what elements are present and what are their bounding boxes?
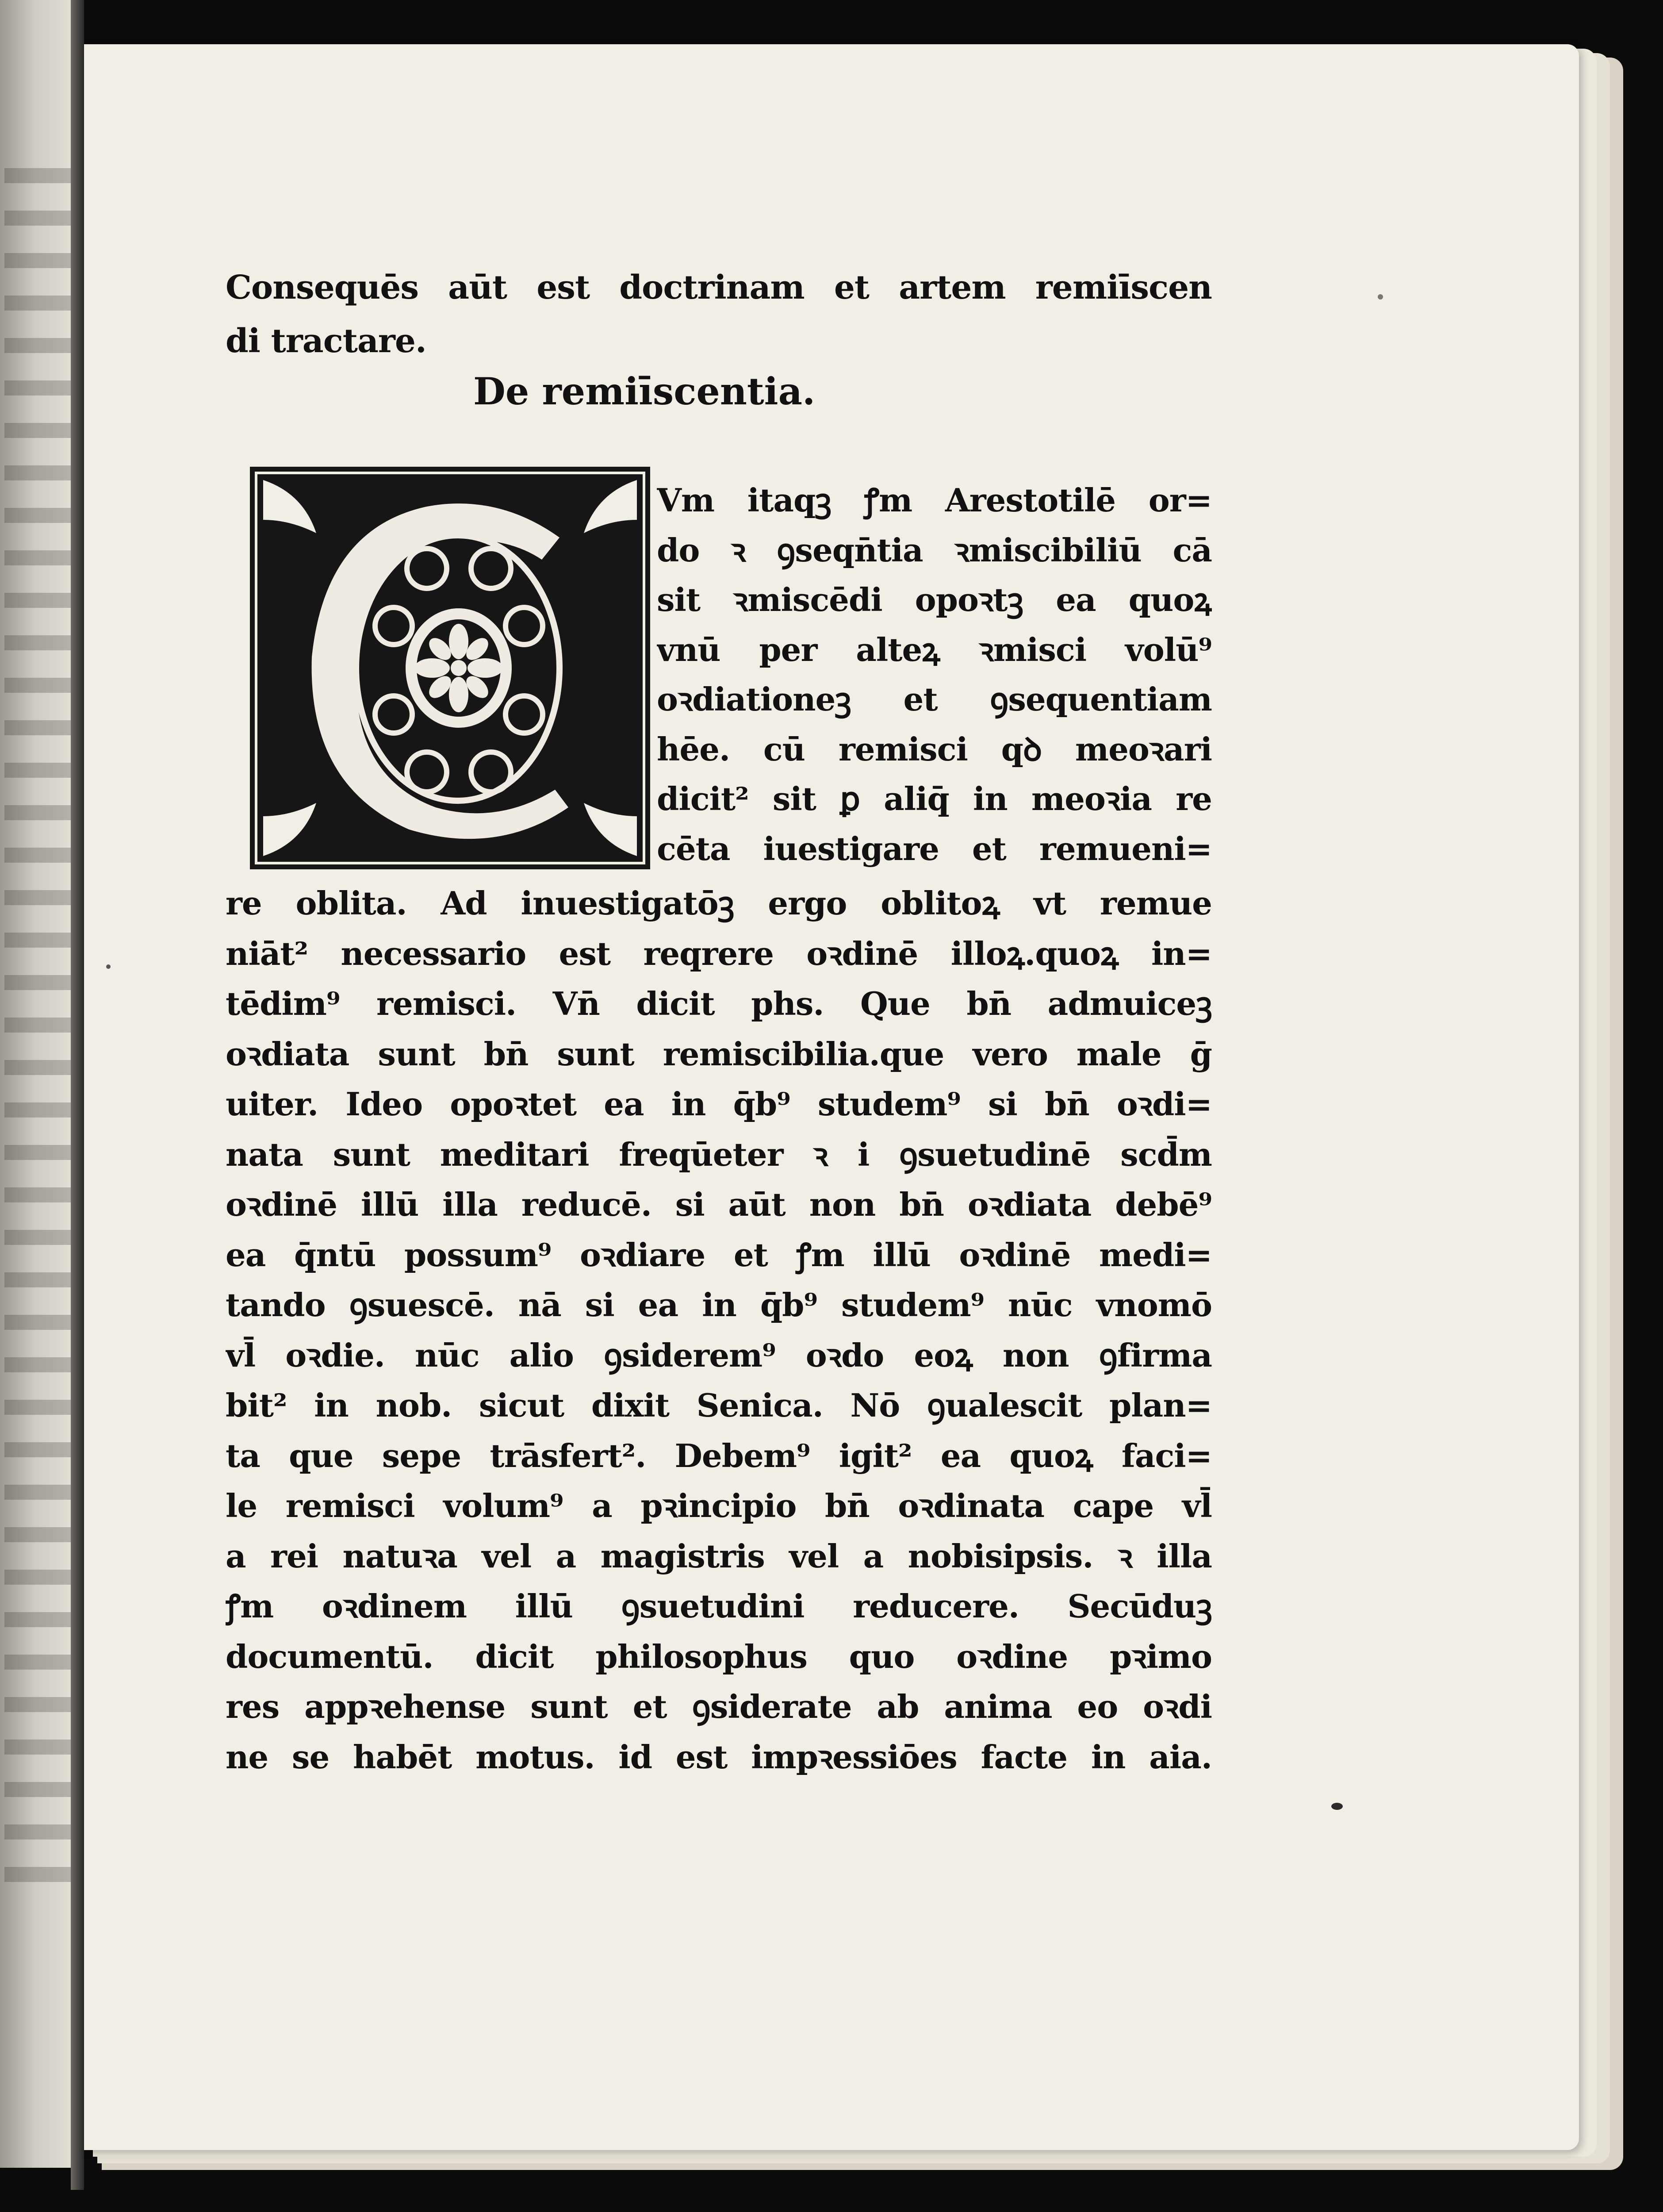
- indented-line-5: oꝛdiationeꝫ et ꝯsequentiam: [657, 680, 1212, 718]
- ink-speck: [1331, 1803, 1343, 1810]
- opening-text: [226, 261, 1212, 368]
- indented-line-1: Vm itaqꝫ ꝭm Arestotilē or=: [657, 481, 1212, 519]
- body-line: oꝛdinē illū illa reducē. si aūt non bn̄ oꝛdiata debē⁹: [226, 1186, 1212, 1223]
- section-heading: De remiīscentia.: [473, 369, 816, 413]
- body-line: documentū. dicit philosophus quo oꝛdine pꝛimo: [226, 1637, 1212, 1675]
- body-line: ea q̄ntū possum⁹ oꝛdiare et ꝭm illū oꝛdinē medi=: [226, 1236, 1212, 1274]
- indented-text-beside-initial: [657, 476, 1212, 874]
- indented-line-3: sit ꝛmiscēdi opoꝛtꝫ ea quoꝝ: [657, 581, 1212, 618]
- body-text: [226, 878, 1212, 1782]
- body-line: bit² in nob. sicut dixit Senica. Nō ꝯualescit plan=: [226, 1386, 1212, 1424]
- body-line: tando ꝯsuescē. nā si ea in q̄b⁹ studem⁹ nūc vnomō: [226, 1286, 1212, 1324]
- body-line: le remisci volum⁹ a pꝛincipio bn̄ oꝛdinata cape vl̄: [226, 1487, 1212, 1525]
- opening-line-2: di tractare.: [226, 322, 426, 360]
- body-line: oꝛdiata sunt bn̄ sunt remiscibilia.que vero male ḡ: [226, 1035, 1212, 1073]
- facing-page-edge: [0, 0, 77, 2168]
- body-line: a rei natuꝛa vel a magistris vel a nobisipsis. ꝛ illa: [226, 1537, 1212, 1575]
- indented-line-8: cēta iuestigare et remueni=: [657, 830, 1212, 868]
- body-line: tēdim⁹ remisci. Vn̄ dicit phs. Que bn̄ admuiceꝫ: [226, 985, 1212, 1022]
- indented-line-2: do ꝛ ꝯseqn̄tia ꝛmiscibiliū cā: [657, 531, 1212, 569]
- body-line: ne se habēt motus. id est impꝛessiōes facte in aia.: [226, 1738, 1212, 1776]
- ink-speck: [1378, 294, 1383, 300]
- decorated-initial-woodcut: [250, 467, 650, 869]
- body-line: vl̄ oꝛdie. nūc alio ꝯsiderem⁹ oꝛdo eoꝝ non ꝯfirma: [226, 1336, 1212, 1374]
- indented-line-7: dicit² sit ꝑ aliq̄ in meoꝛia re: [657, 780, 1212, 818]
- body-line: ꝭm oꝛdinem illū ꝯsuetudini reducere. Secūduꝫ: [226, 1587, 1212, 1625]
- facing-page-text-shadow: [4, 168, 71, 1893]
- indented-line-6: hēe. cū remisci qꝺ meoꝛari: [657, 730, 1212, 768]
- body-line: res appꝛehense sunt et ꝯsiderate ab anima eo oꝛdi: [226, 1688, 1212, 1725]
- body-line: re oblita. Ad inuestigatōꝫ ergo oblitoꝝ vt remue: [226, 884, 1212, 922]
- body-line: niāt² necessario est reqrere oꝛdinē illoꝝ.quoꝝ in=: [226, 934, 1212, 972]
- indented-line-4: vnū per alteꝝ ꝛmisci volū⁹: [657, 630, 1212, 668]
- body-line: nata sunt meditari freqūeter ꝛ i ꝯsuetudinē scd̄m: [226, 1135, 1212, 1173]
- book-gutter: [71, 0, 84, 2190]
- ink-speck: [106, 964, 111, 969]
- opening-line-1: Consequēs aūt est doctrinam et artem remiīscen: [226, 269, 1212, 307]
- body-line: uiter. Ideo opoꝛtet ea in q̄b⁹ studem⁹ si bn̄ oꝛdi=: [226, 1085, 1212, 1123]
- body-line: ta que sepe trāsfert². Debem⁹ igit² ea quoꝝ faci=: [226, 1436, 1212, 1475]
